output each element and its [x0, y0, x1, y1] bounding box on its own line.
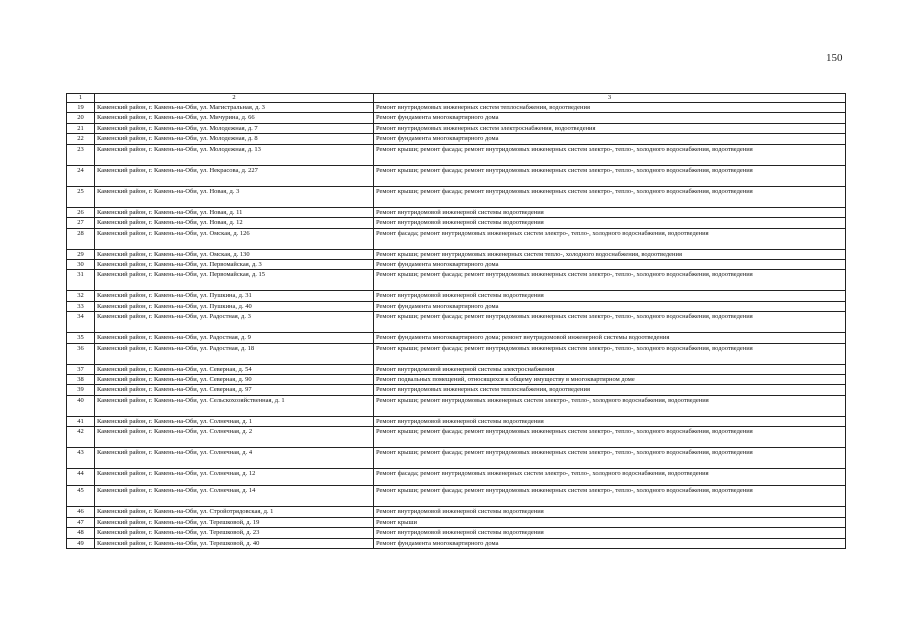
table-row [67, 528, 846, 538]
row-number: 45 [67, 486, 95, 507]
row-number: 46 [67, 507, 95, 517]
table-row [67, 291, 846, 301]
row-address: Каменский район, г. Камень-на-Оби, ул. Радостная, д. 3 [95, 312, 374, 333]
table-row [67, 448, 846, 469]
row-address: Каменский район, г. Камень-на-Оби, ул. Северная, д. 54 [95, 364, 374, 374]
row-address: Каменский район, г. Камень-на-Оби, ул. Терешковой, д. 19 [95, 517, 374, 527]
table-row [67, 165, 846, 186]
row-works: Ремонт крыши; ремонт фасада; ремонт внутридомовых инженерных систем электро-, тепло-, холодного водоснабжения, водоотведения [374, 312, 846, 333]
header-col-3: 3 [374, 94, 846, 103]
row-works: Ремонт внутридомовой инженерной системы водоотведения [374, 528, 846, 538]
table-row [67, 395, 846, 416]
row-works: Ремонт фундамента многоквартирного дома; ремонт внутридомовой инженерной системы водоотведения [374, 333, 846, 343]
row-works: Ремонт крыши; ремонт фасада; ремонт внутридомовых инженерных систем электро-, тепло-, холодного водоснабжения, водоотведения [374, 427, 846, 448]
row-works: Ремонт внутридомовой инженерной системы водоотведения [374, 507, 846, 517]
works-table [66, 93, 846, 549]
row-number: 32 [67, 291, 95, 301]
table-row [67, 312, 846, 333]
row-number: 43 [67, 448, 95, 469]
row-address: Каменский район, г. Камень-на-Оби, ул. Молодежная, д. 7 [95, 123, 374, 133]
row-works: Ремонт подвальных помещений, относящихся к общему имуществу в многоквартирном доме [374, 375, 846, 385]
table-row [67, 538, 846, 548]
row-number: 49 [67, 538, 95, 548]
row-number: 35 [67, 333, 95, 343]
row-number: 25 [67, 186, 95, 207]
header-col-2: 2 [95, 94, 374, 103]
row-number: 37 [67, 364, 95, 374]
row-works: Ремонт крыши; ремонт фасада; ремонт внутридомовых инженерных систем электро-, тепло-, холодного водоснабжения, водоотведения [374, 144, 846, 165]
row-works: Ремонт крыши; ремонт фасада; ремонт внутридомовых инженерных систем электро-, тепло-, холодного водоснабжения, водоотведения [374, 165, 846, 186]
table-body [67, 103, 846, 549]
row-address: Каменский район, г. Камень-на-Оби, ул. Новая, д. 3 [95, 186, 374, 207]
row-address: Каменский район, г. Камень-на-Оби, ул. Терешковой, д. 40 [95, 538, 374, 548]
row-number: 21 [67, 123, 95, 133]
row-address: Каменский район, г. Камень-на-Оби, ул. Некрасова, д. 227 [95, 165, 374, 186]
row-works: Ремонт внутридомовой инженерной системы водоотведения [374, 218, 846, 228]
row-number: 40 [67, 395, 95, 416]
row-number: 20 [67, 113, 95, 123]
row-number: 47 [67, 517, 95, 527]
table-row [67, 134, 846, 144]
row-works: Ремонт крыши; ремонт фасада; ремонт внутридомовых инженерных систем электро-, тепло-, холодного водоснабжения, водоотведения [374, 486, 846, 507]
row-works: Ремонт внутридомовой инженерной системы водоотведения [374, 291, 846, 301]
table-row [67, 103, 846, 113]
table-row [67, 469, 846, 486]
row-works: Ремонт фундамента многоквартирного дома [374, 113, 846, 123]
row-works: Ремонт внутридомовых инженерных систем теплоснабжения, водоотведения [374, 385, 846, 395]
table-row [67, 301, 846, 311]
row-works: Ремонт крыши; ремонт фасада; ремонт внутридомовых инженерных систем электро-, тепло-, холодного водоснабжения, водоотведения [374, 186, 846, 207]
row-works: Ремонт крыши; ремонт внутридомовых инженерных систем электро-, тепло-, холодного водоснабжения, водоотведения [374, 395, 846, 416]
table-row [67, 486, 846, 507]
row-number: 30 [67, 259, 95, 269]
row-works: Ремонт крыши [374, 517, 846, 527]
row-works: Ремонт внутридомовой инженерной системы водоотведения [374, 207, 846, 217]
table-row [67, 186, 846, 207]
row-number: 36 [67, 343, 95, 364]
row-works: Ремонт внутридомовой инженерной системы электроснабжения [374, 364, 846, 374]
table-row [67, 517, 846, 527]
table-row [67, 416, 846, 426]
row-address: Каменский район, г. Камень-на-Оби, ул. Новая, д. 12 [95, 218, 374, 228]
row-works: Ремонт внутридомовой инженерной системы водоотведения [374, 416, 846, 426]
row-number: 31 [67, 270, 95, 291]
row-number: 24 [67, 165, 95, 186]
row-works: Ремонт крыши; ремонт фасада; ремонт внутридомовых инженерных систем электро-, тепло-, холодного водоснабжения, водоотведения [374, 270, 846, 291]
row-number: 41 [67, 416, 95, 426]
table-row [67, 123, 846, 133]
row-number: 33 [67, 301, 95, 311]
row-number: 39 [67, 385, 95, 395]
row-works: Ремонт фундамента многоквартирного дома [374, 259, 846, 269]
row-works: Ремонт крыши; ремонт фасада; ремонт внутридомовых инженерных систем электро-, тепло-, холодного водоснабжения, водоотведения [374, 448, 846, 469]
row-address: Каменский район, г. Камень-на-Оби, ул. Магистральная, д. 3 [95, 103, 374, 113]
row-address: Каменский район, г. Камень-на-Оби, ул. Новая, д. 11 [95, 207, 374, 217]
table-row [67, 207, 846, 217]
row-address: Каменский район, г. Камень-на-Оби, ул. Пушкина, д. 31 [95, 291, 374, 301]
row-works: Ремонт крыши; ремонт внутридомовых инженерных систем тепло-, холодного водоснабжения, водоотведения [374, 249, 846, 259]
row-address: Каменский район, г. Камень-на-Оби, ул. Радостная, д. 18 [95, 343, 374, 364]
row-number: 34 [67, 312, 95, 333]
table-row [67, 228, 846, 249]
row-address: Каменский район, г. Камень-на-Оби, ул. Первомайская, д. 15 [95, 270, 374, 291]
row-number: 23 [67, 144, 95, 165]
row-works: Ремонт фундамента многоквартирного дома [374, 538, 846, 548]
row-number: 19 [67, 103, 95, 113]
row-works: Ремонт крыши; ремонт фасада; ремонт внутридомовых инженерных систем электро-, тепло-, холодного водоснабжения, водоотведения [374, 343, 846, 364]
row-number: 48 [67, 528, 95, 538]
row-address: Каменский район, г. Камень-на-Оби, ул. Омская, д. 130 [95, 249, 374, 259]
row-number: 27 [67, 218, 95, 228]
table-row [67, 385, 846, 395]
row-works: Ремонт фундамента многоквартирного дома [374, 301, 846, 311]
row-address: Каменский район, г. Камень-на-Оби, ул. Солнечная, д. 2 [95, 427, 374, 448]
table-row [67, 343, 846, 364]
row-number: 26 [67, 207, 95, 217]
table-row [67, 427, 846, 448]
row-works: Ремонт фасада; ремонт внутридомовых инженерных систем электро-, тепло-, холодного водоснабжения, водоотведения [374, 228, 846, 249]
row-address: Каменский район, г. Камень-на-Оби, ул. Пушкина, д. 40 [95, 301, 374, 311]
row-address: Каменский район, г. Камень-на-Оби, ул. Терешковой, д. 23 [95, 528, 374, 538]
row-address: Каменский район, г. Камень-на-Оби, ул. Солнечная, д. 12 [95, 469, 374, 486]
row-address: Каменский район, г. Камень-на-Оби, ул. Солнечная, д. 1 [95, 416, 374, 426]
row-number: 38 [67, 375, 95, 385]
row-works: Ремонт внутридомовых инженерных систем теплоснабжения, водоотведения [374, 103, 846, 113]
row-works: Ремонт фундамента многоквартирного дома [374, 134, 846, 144]
row-address: Каменский район, г. Камень-на-Оби, ул. Сельскохозяйственная, д. 1 [95, 395, 374, 416]
table-row [67, 270, 846, 291]
page-number: 150 [826, 52, 843, 64]
row-address: Каменский район, г. Камень-на-Оби, ул. Солнечная, д. 4 [95, 448, 374, 469]
row-address: Каменский район, г. Камень-на-Оби, ул. Молодежная, д. 8 [95, 134, 374, 144]
row-number: 28 [67, 228, 95, 249]
row-address: Каменский район, г. Камень-на-Оби, ул. Радостная, д. 9 [95, 333, 374, 343]
row-address: Каменский район, г. Камень-на-Оби, ул. Солнечная, д. 14 [95, 486, 374, 507]
table-row [67, 218, 846, 228]
row-address: Каменский район, г. Камень-на-Оби, ул. Омская, д. 126 [95, 228, 374, 249]
row-address: Каменский район, г. Камень-на-Оби, ул. Северная, д. 97 [95, 385, 374, 395]
row-address: Каменский район, г. Камень-на-Оби, ул. Северная, д. 90 [95, 375, 374, 385]
table-row [67, 144, 846, 165]
row-number: 44 [67, 469, 95, 486]
header-col-1: 1 [67, 94, 95, 103]
table-row [67, 259, 846, 269]
row-number: 42 [67, 427, 95, 448]
row-number: 22 [67, 134, 95, 144]
row-address: Каменский район, г. Камень-на-Оби, ул. Мичурина, д. 66 [95, 113, 374, 123]
table-row [67, 113, 846, 123]
row-number: 29 [67, 249, 95, 259]
table-row [67, 375, 846, 385]
table-row [67, 364, 846, 374]
row-works: Ремонт фасада; ремонт внутридомовых инженерных систем электро-, тепло-, холодного водоснабжения, водоотведения [374, 469, 846, 486]
table-row [67, 333, 846, 343]
row-address: Каменский район, г. Камень-на-Оби, ул. Стройотрядовская, д. 1 [95, 507, 374, 517]
row-address: Каменский район, г. Камень-на-Оби, ул. Молодежная, д. 13 [95, 144, 374, 165]
row-works: Ремонт внутридомовых инженерных систем электроснабжения, водоотведения [374, 123, 846, 133]
table-row [67, 507, 846, 517]
table-row [67, 249, 846, 259]
row-address: Каменский район, г. Камень-на-Оби, ул. Первомайская, д. 3 [95, 259, 374, 269]
table-header [67, 94, 846, 103]
